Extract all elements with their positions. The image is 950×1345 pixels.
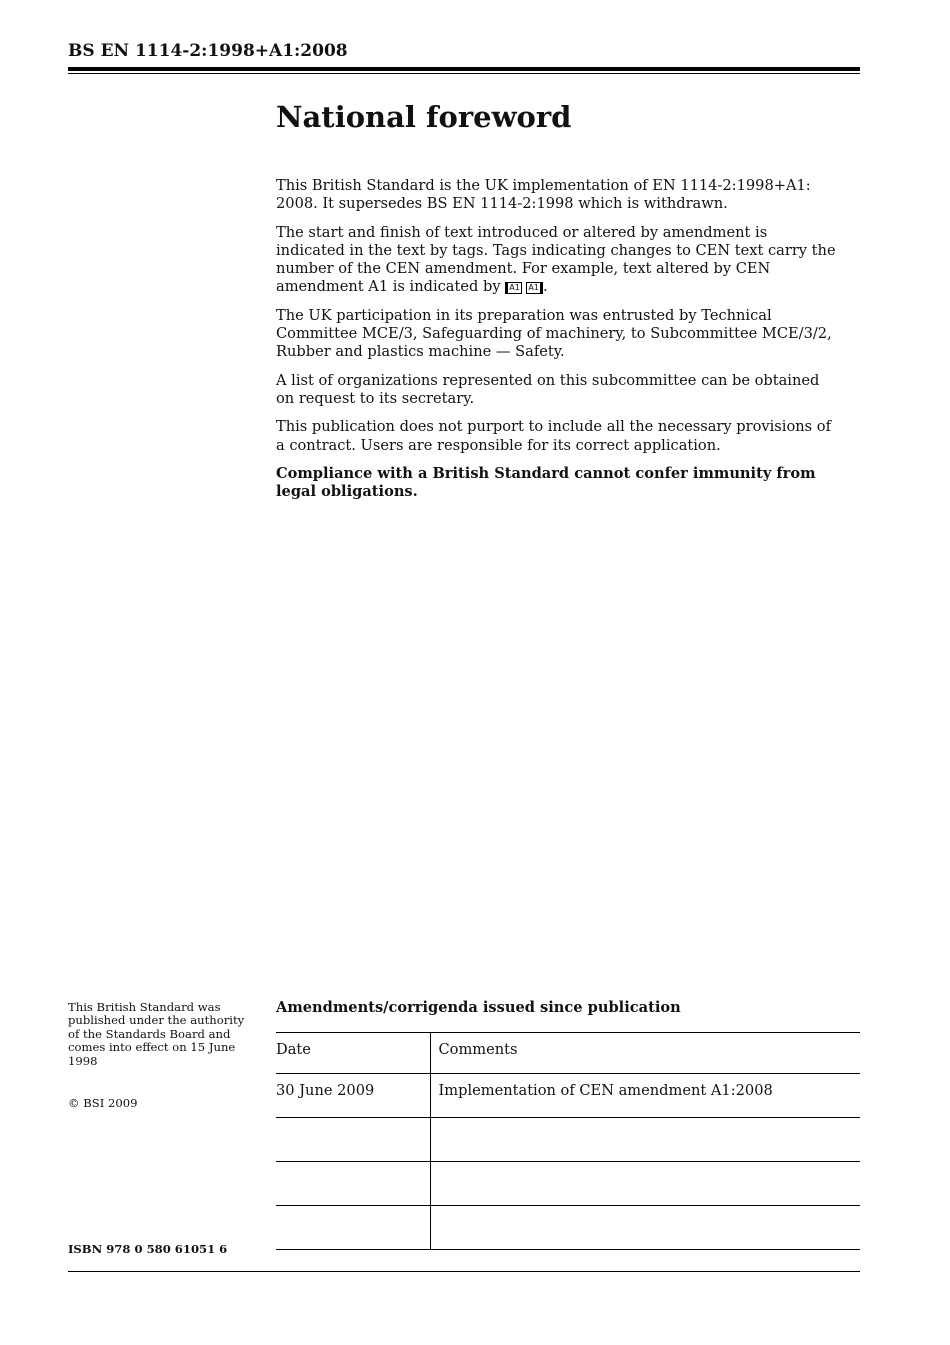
amendments-title: Amendments/corrigenda issued since publication [276,999,681,1016]
isbn: ISBN 978 0 580 61051 6 [68,1242,228,1256]
amendment-close-tag-icon: A1 [526,282,543,294]
paragraph-committee: The UK participation in its preparation was entrusted by Technical Committee MCE/3, Safeguarding of machinery, to Subcommittee MCE/3/2, Rubber and plastics machine — Safety. [276,306,832,361]
paragraph-implementation: This British Standard is the UK implementation of EN 1114-2:1998+A1: 2008. It supersedes BS EN 1114-2:1998 which is withdrawn. [276,177,811,213]
footer-rule [68,1271,860,1272]
amendment-tags-text: The start and finish of text introduced or altered by amendment is indicated in the text by tags. Tags indicating changes to CEN text carry the number of the CEN amendment. For example, text altered by CEN amendment A1 is indicated by [276,223,836,296]
amendments-table [276,1032,860,1250]
paragraph-organizations: A list of organizations represented on this subcommittee can be obtained on request to its secretary. [276,371,820,407]
row-comments: Implementation of CEN amendment A1:2008 [430,1074,860,1118]
amendment-tags-end: . [542,278,548,296]
table-row [276,1162,860,1206]
copyright: © BSI 2009 [68,1096,138,1110]
table-row [276,1074,860,1118]
row-date [276,1118,430,1162]
row-comments [430,1118,860,1162]
header-rule-thin [68,73,860,74]
document-code: BS EN 1114-2:1998+A1:2008 [68,41,348,61]
paragraph-compliance: Compliance with a British Standard cannot confer immunity from legal obligations. [276,464,816,501]
header-rule-thick [68,67,860,71]
row-date: 30 June 2009 [276,1074,430,1118]
row-date [276,1162,430,1206]
amendment-open-tag-icon: A1 [505,282,522,294]
publication-note: This British Standard was published under the authority of the Standards Board and comes into effect on 15 June 1998 [68,1000,245,1068]
foreword-body [276,177,836,511]
header-comments: Comments [430,1033,860,1074]
header-date: Date [276,1033,430,1074]
row-comments [430,1162,860,1206]
paragraph-contract: This publication does not purport to include all the necessary provisions of a contract. Users are responsible for its correct application. [276,418,831,454]
paragraph-amendment-tags [276,224,836,297]
row-date [276,1206,430,1250]
table-row [276,1118,860,1162]
page-title: National foreword [276,100,572,134]
table-row [276,1206,860,1250]
row-comments [430,1206,860,1250]
amendments-header-row [276,1033,860,1074]
